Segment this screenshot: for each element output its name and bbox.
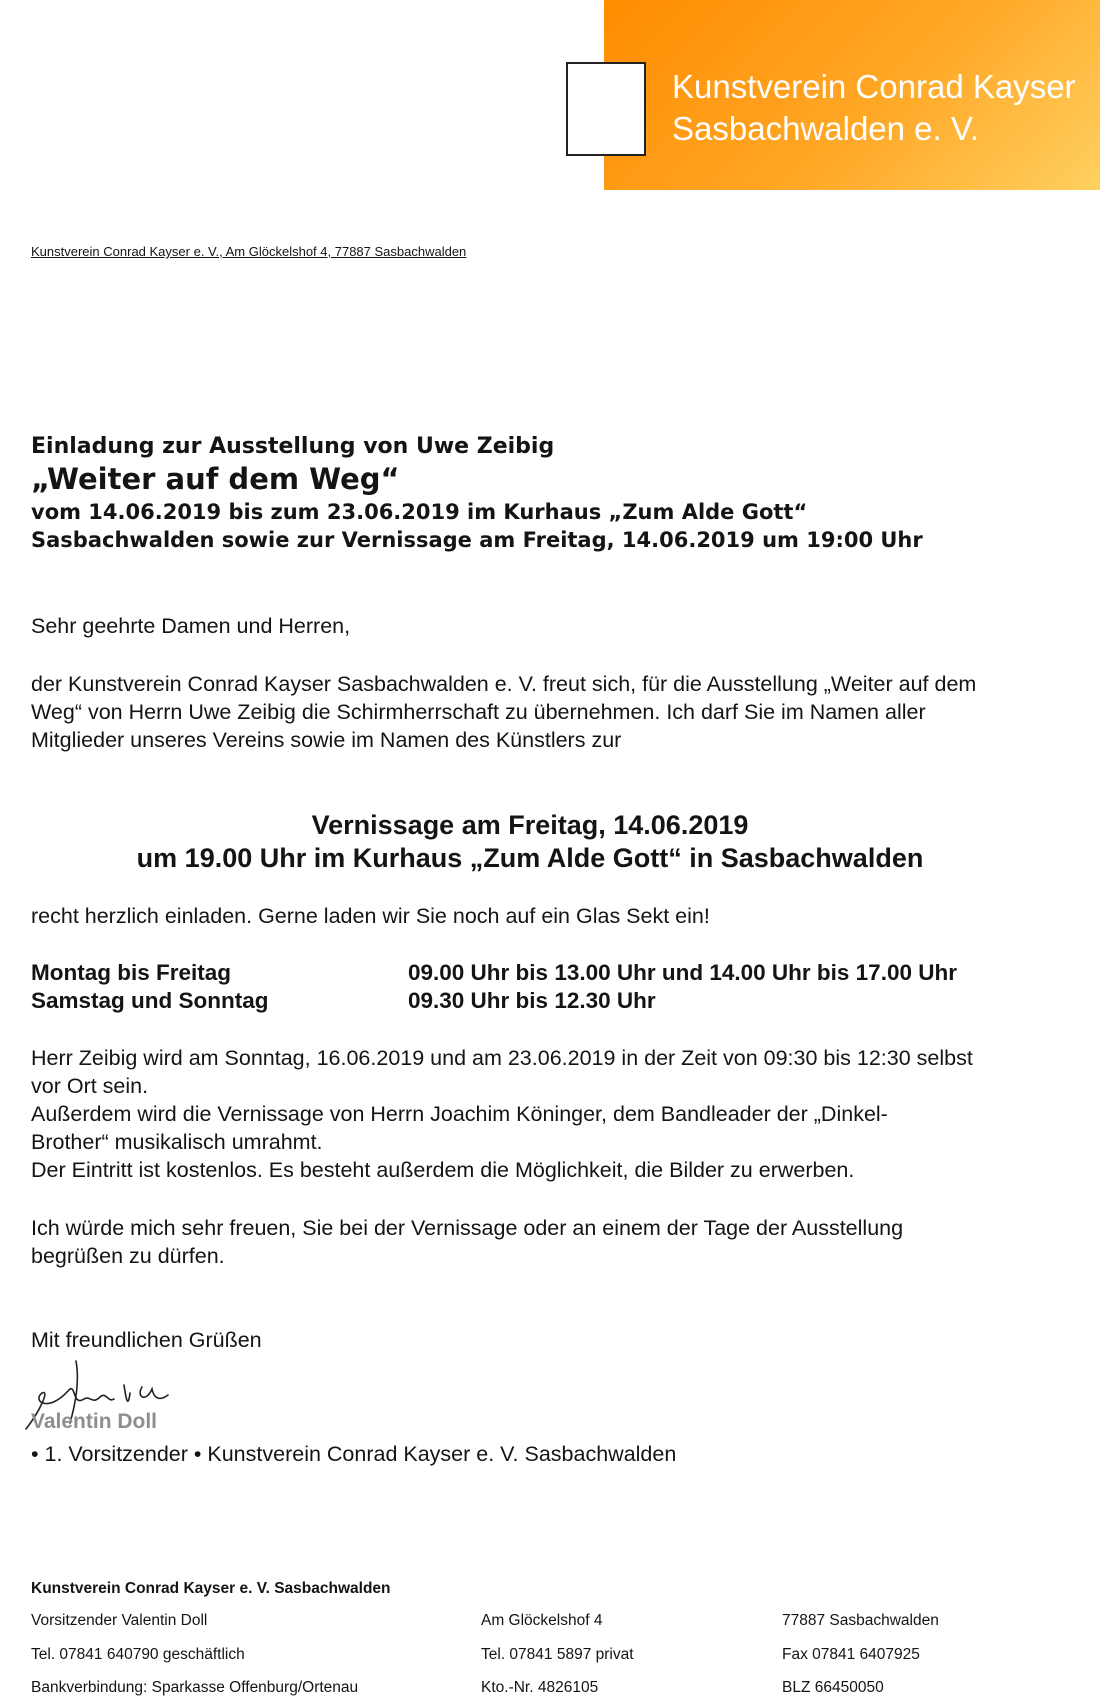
- signer-name: Valentin Doll: [31, 1410, 158, 1433]
- footer-chairman: Vorsitzender Valentin Doll: [31, 1612, 208, 1629]
- vernissage-location: um 19.00 Uhr im Kurhaus „Zum Alde Gott“ in Sasbachwalden: [136, 843, 924, 873]
- footer-city: 77887 Sasbachwalden: [782, 1612, 939, 1629]
- exhibition-title: „Weiter auf dem Weg“: [31, 462, 400, 496]
- hours-days-weekday: Montag bis Freitag: [31, 960, 232, 985]
- vernissage-date: Vernissage am Freitag, 14.06.2019: [311, 810, 749, 840]
- paragraph-closing-wish: Ich würde mich sehr freuen, Sie bei der Vernissage oder an einem der Tage der Ausstellung begrüßen zu dürfen.: [31, 1216, 904, 1268]
- paragraph-artist-present: Herr Zeibig wird am Sonntag, 16.06.2019 und am 23.06.2019 in der Zeit von 09:30 bis 12:30 selbst vor Ort sein.: [31, 1046, 973, 1098]
- hours-times-weekday: 09.00 Uhr bis 13.00 Uhr und 14.00 Uhr bis 17.00 Uhr: [408, 960, 957, 985]
- logo-square: [566, 62, 646, 156]
- salutation: Sehr geehrte Damen und Herren,: [31, 614, 351, 638]
- paragraph-intro: der Kunstverein Conrad Kayser Sasbachwalden e. V. freut sich, für die Ausstellung „Weiter auf dem Weg“ von Herrn Uwe Zeibig die Schirmherrschaft zu übernehmen. Ich darf Sie im Namen aller Mitglieder unseres Vereins sowie im Namen des Künstlers zur: [31, 672, 977, 752]
- paragraph-music: Außerdem wird die Vernissage von Herrn Joachim Köninger, dem Bandleader der „Dinkel-Brother“ musikalisch umrahmt.: [31, 1102, 888, 1154]
- hours-days-weekend: Samstag und Sonntag: [31, 988, 269, 1013]
- closing-greeting: Mit freundlichen Grüßen: [31, 1328, 262, 1352]
- footer-org-name: Kunstverein Conrad Kayser e. V. Sasbachwalden: [31, 1580, 391, 1597]
- invite-line: recht herzlich einladen. Gerne laden wir Sie noch auf ein Glas Sekt ein!: [31, 904, 710, 928]
- footer-phone-private: Tel. 07841 5897 privat: [481, 1646, 634, 1663]
- brand-name: [672, 66, 1076, 150]
- footer-phone-business: Tel. 07841 640790 geschäftlich: [31, 1646, 245, 1663]
- brand-name-line2: Sasbachwalden e. V.: [672, 110, 980, 147]
- brand-name-line1: Kunstverein Conrad Kayser: [672, 68, 1076, 105]
- hours-times-weekend: 09.30 Uhr bis 12.30 Uhr: [408, 988, 656, 1013]
- paragraph-admission: Der Eintritt ist kostenlos. Es besteht außerdem die Möglichkeit, die Bilder zu erwerben.: [31, 1158, 855, 1182]
- footer-account-number: Kto.-Nr. 4826105: [481, 1679, 599, 1696]
- footer-fax: Fax 07841 6407925: [782, 1646, 920, 1663]
- invitation-heading: Einladung zur Ausstellung von Uwe Zeibig: [31, 434, 555, 459]
- footer-street: Am Glöckelshof 4: [481, 1612, 603, 1629]
- signer-role: • 1. Vorsitzender • Kunstverein Conrad Kayser e. V. Sasbachwalden: [31, 1442, 677, 1466]
- exhibition-dates: vom 14.06.2019 bis zum 23.06.2019 im Kurhaus „Zum Alde Gott“: [31, 500, 808, 524]
- footer-bank: Bankverbindung: Sparkasse Offenburg/Ortenau: [31, 1679, 359, 1696]
- sender-address-line: Kunstverein Conrad Kayser e. V., Am Glöckelshof 4, 77887 Sasbachwalden: [31, 244, 467, 259]
- footer-bank-code: BLZ 66450050: [782, 1679, 884, 1696]
- exhibition-location: Sasbachwalden sowie zur Vernissage am Freitag, 14.06.2019 um 19:00 Uhr: [31, 528, 923, 552]
